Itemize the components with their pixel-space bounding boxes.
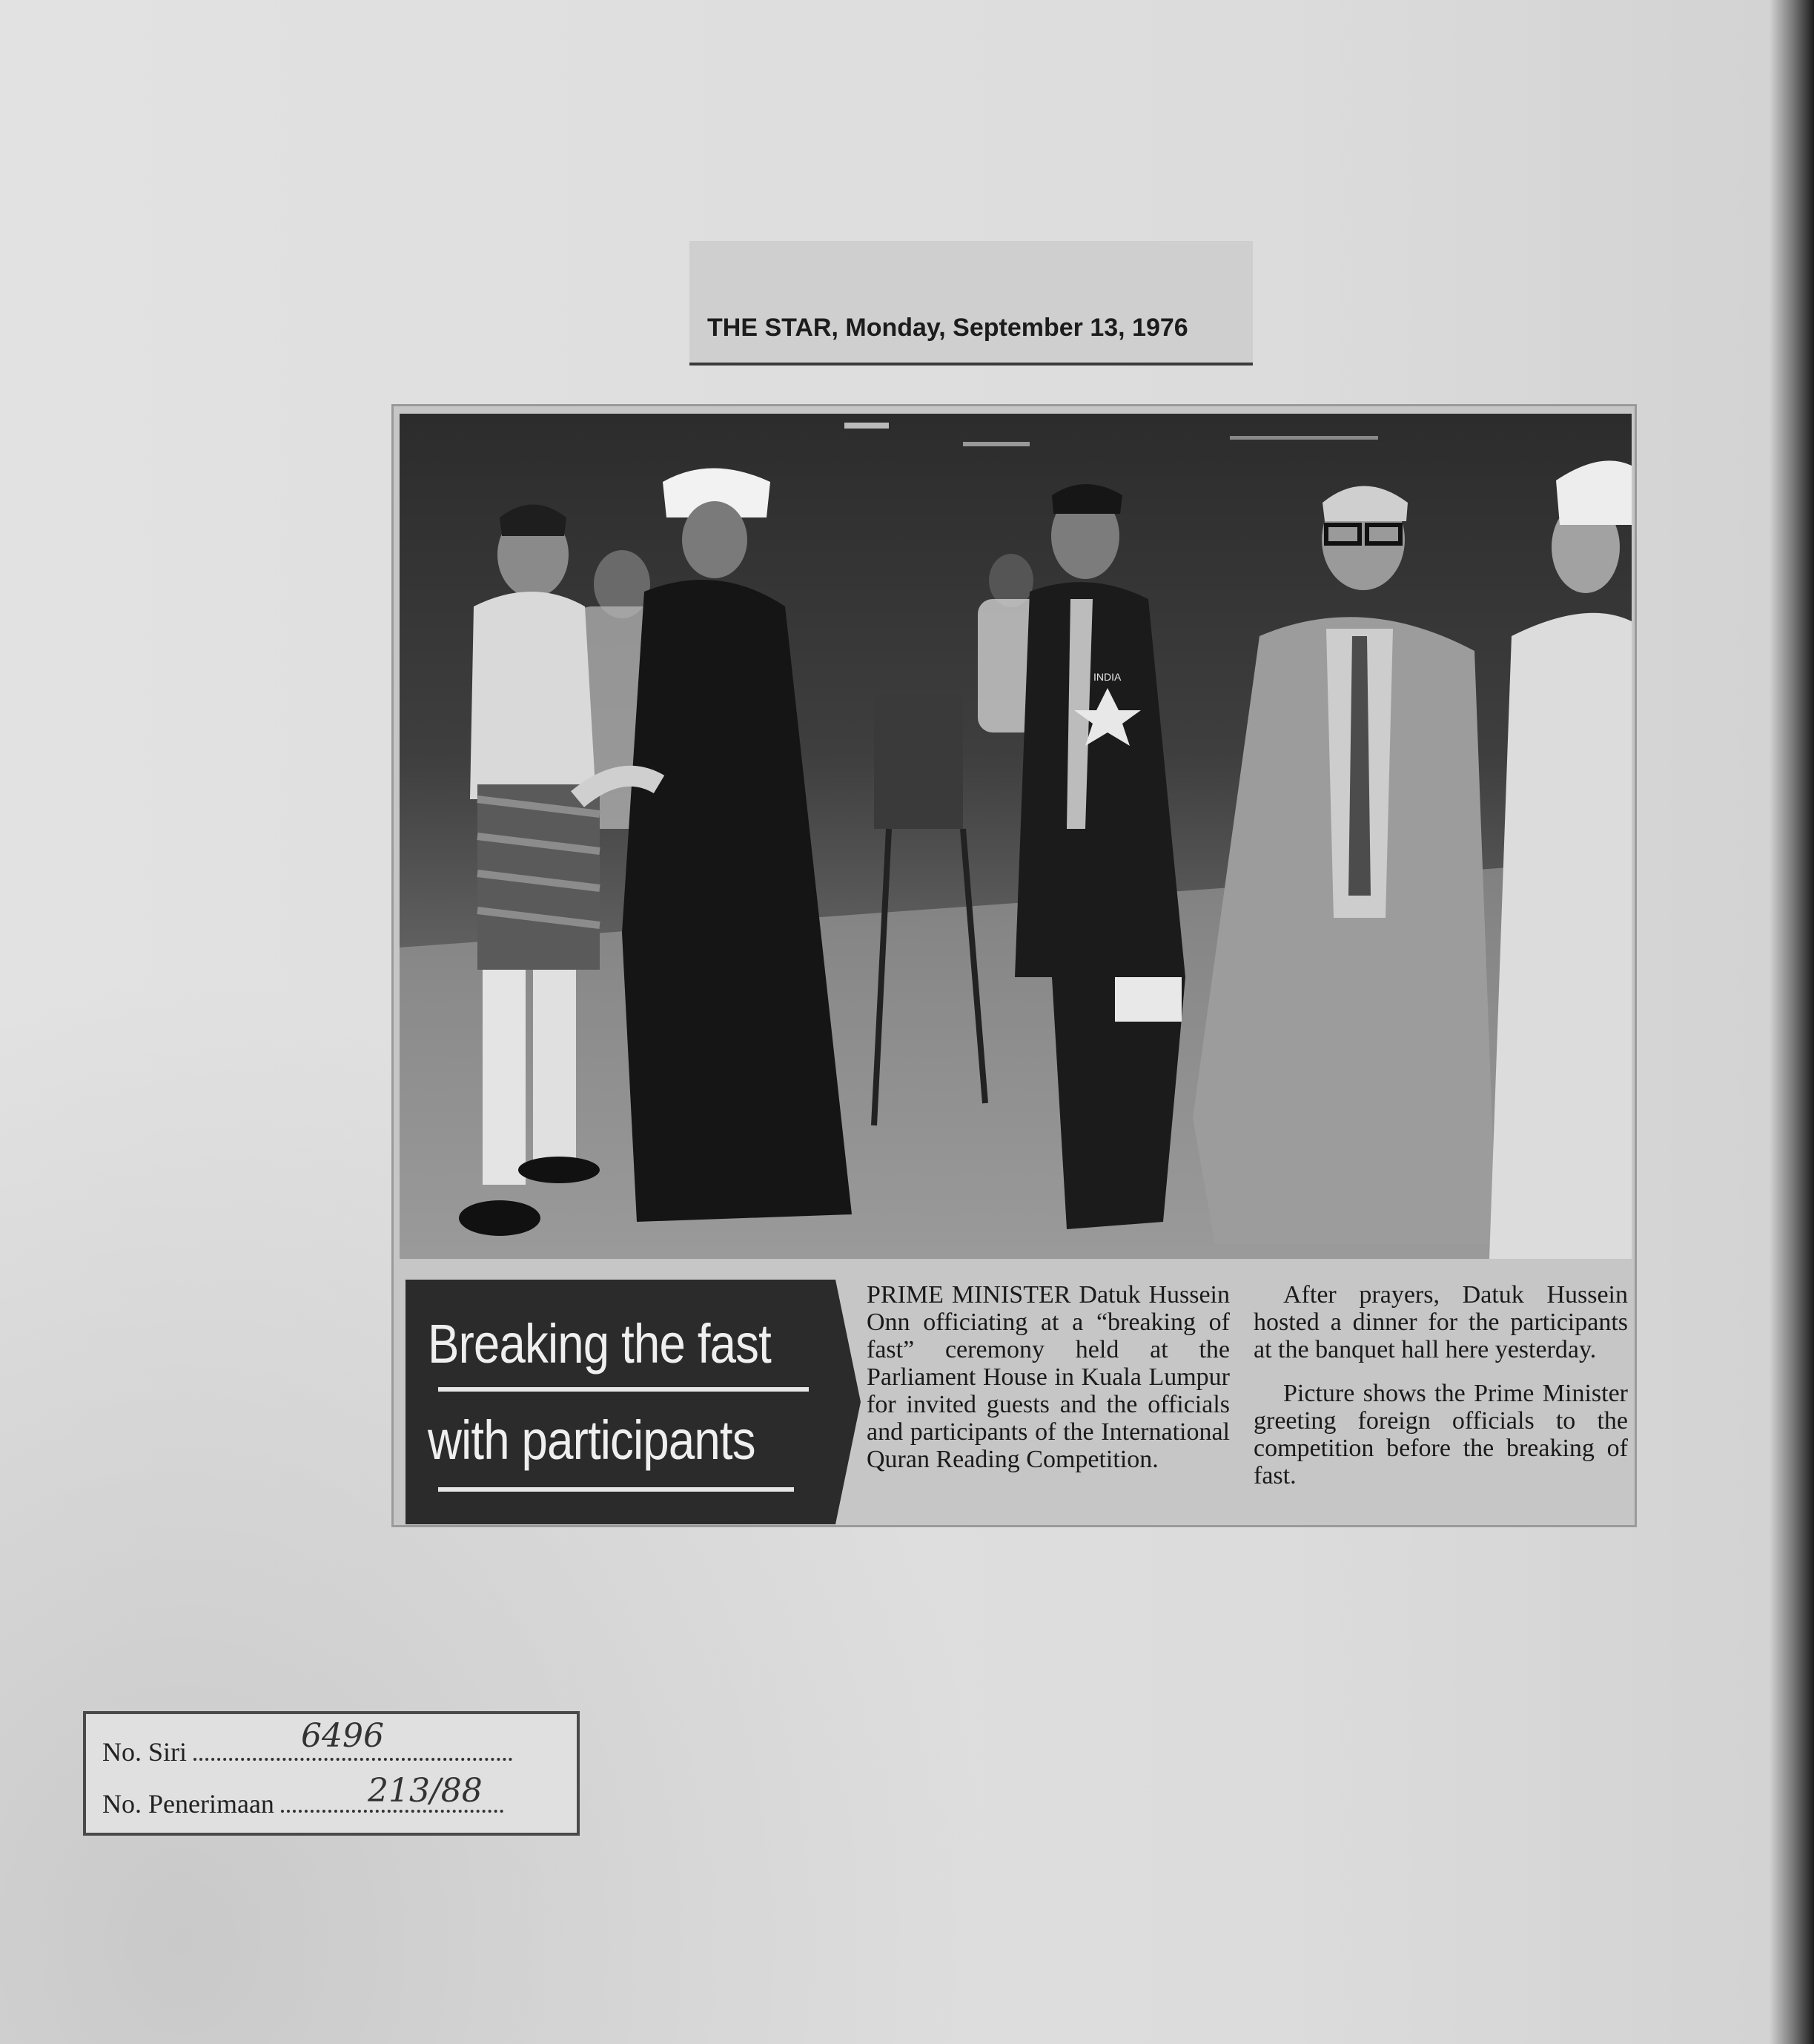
penerimaan-label: No. Penerimaan	[102, 1789, 274, 1819]
headline-rule-top	[438, 1387, 809, 1392]
article-column-1	[867, 1281, 1230, 1489]
photo-illustration	[400, 414, 1632, 1259]
headline-line-2: with participants	[428, 1409, 755, 1471]
archive-stamp	[83, 1711, 580, 1836]
masthead-clipping	[689, 241, 1253, 366]
masthead-text: THE STAR, Monday, September 13, 1976	[707, 314, 1188, 342]
headline-arrow	[835, 1280, 861, 1524]
article-paragraph-2: After prayers, Datuk Hussein hosted a dinner for the participants at the banquet hall here yesterday.	[1254, 1281, 1628, 1363]
penerimaan-handwritten-value: 213/88	[368, 1772, 483, 1810]
badge-text: INDIA	[1093, 671, 1122, 683]
page-edge-shadow	[1770, 0, 1814, 2044]
newspaper-clipping	[391, 404, 1637, 1527]
siri-label: No. Siri	[102, 1737, 188, 1767]
headline-rule-bottom	[438, 1487, 794, 1492]
siri-handwritten-value: 6496	[301, 1717, 384, 1755]
article-paragraph-3: Picture shows the Prime Minister greeting foreign officials to the competition before the breaking of fast.	[1254, 1380, 1628, 1489]
article-column-2	[1254, 1281, 1628, 1506]
article-paragraph-1: PRIME MINISTER Datuk Hussein Onn officiating at a “breaking of fast” ceremony held at the Parliament House in Kuala Lumpur for invited guests and the officials and participants of the International Quran Reading Competition.	[867, 1281, 1230, 1473]
headline-panel	[405, 1280, 835, 1524]
news-photo	[400, 414, 1632, 1259]
headline-line-1: Breaking the fast	[428, 1313, 771, 1375]
